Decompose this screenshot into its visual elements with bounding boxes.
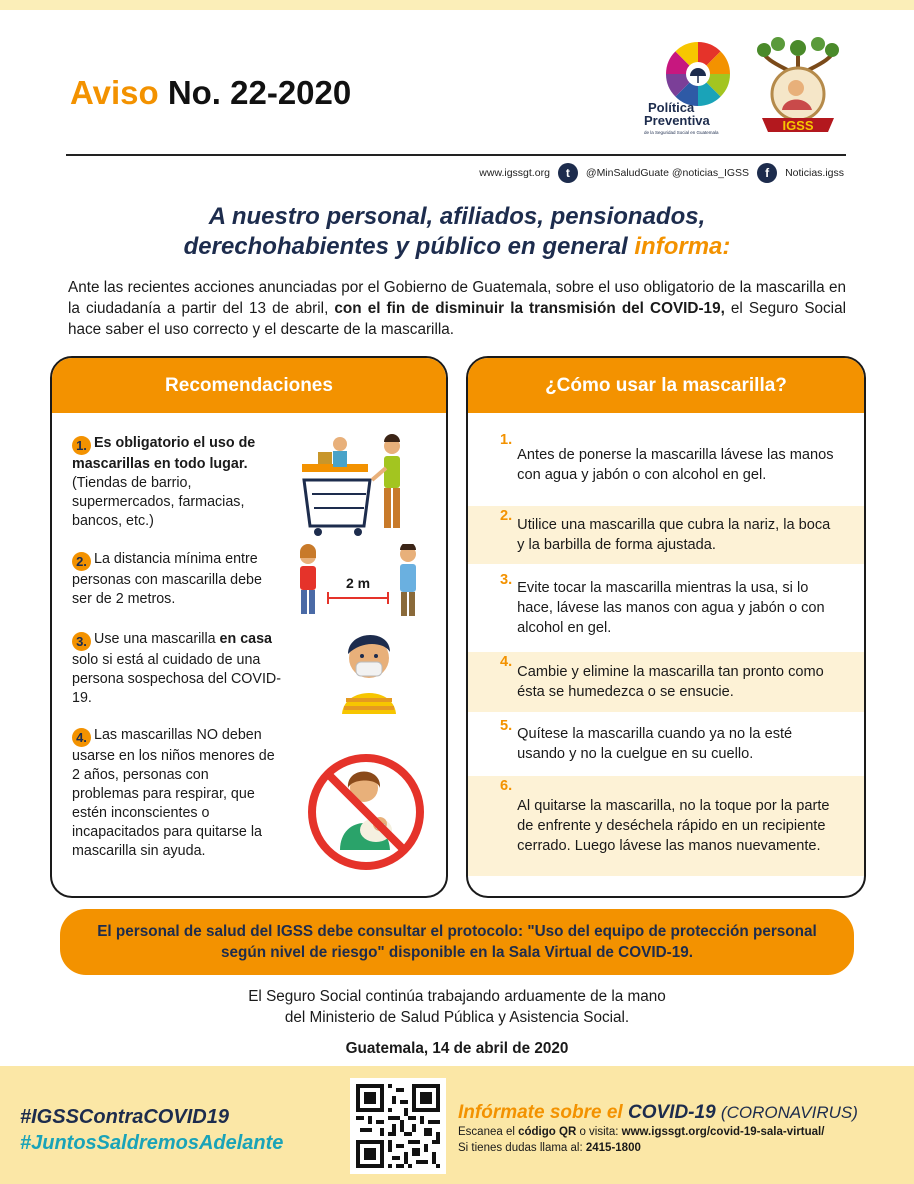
step-2-num: 2. (500, 508, 513, 524)
no-mask-children-illustration (306, 752, 426, 872)
intro-bold: con el fin de disminuir la transmisión del COVID-19, (334, 300, 725, 317)
facebook-page[interactable]: Noticias.igss (785, 167, 844, 179)
recommendation-item-1 (72, 434, 292, 531)
step-2 (468, 506, 864, 564)
info-head-a: Infórmate sobre el (458, 1102, 628, 1123)
headline (0, 202, 914, 262)
step-6-text: Al quitarse la mascarilla, no la toque por la parte de enfrente y deséchela rápido en un recipiente cerrado. Luego lávese las manos nuevamente. (517, 798, 830, 854)
qr-code[interactable] (350, 1078, 446, 1174)
logo-pp-line1: Política (648, 100, 695, 115)
rec-3-pre: Use una mascarilla (94, 631, 220, 647)
footer-info-heading (458, 1102, 908, 1124)
step-1-text: Antes de ponerse la mascarilla lávese las manos con agua y jabón o con alcohol en gel. (517, 447, 834, 483)
headline-informa: informa: (634, 233, 731, 260)
twitter-icon: t (558, 163, 578, 183)
dateline: Guatemala, 14 de abril de 2020 (345, 1040, 569, 1057)
scan-qr: código QR (518, 1126, 577, 1138)
headline-line2: derechohabientes y público en general (183, 233, 635, 260)
social-links (479, 163, 844, 183)
how-to-use-title: ¿Cómo usar la mascarilla? (468, 358, 864, 413)
rec-3-bold: en casa (219, 631, 273, 647)
rec-3-text: solo si está al cuidado de una persona sospechosa del COVID-19. (72, 652, 282, 706)
phone-number[interactable]: 2415-1800 (585, 1142, 641, 1154)
rec-num-3: 3. (72, 632, 91, 651)
distance-illustration (294, 544, 424, 624)
headline-line1: A nuestro personal, afiliados, pensionados, (208, 203, 706, 230)
step-3-text: Evite tocar la mascarilla mientras la usa, si lo hace, lávese las manos con agua y jabón o con alcohol en gel. (517, 580, 825, 636)
phone-line (458, 1140, 908, 1156)
info-head-coronavirus: (CORONAVIRUS) (720, 1103, 858, 1122)
recommendations-panel (50, 356, 448, 898)
protocol-banner-text: El personal de salud del IGSS debe consultar el protocolo: "Uso del equipo de protección personal según nivel de riesgo" disponible en la Sala Virtual de COVID-19. (97, 923, 817, 961)
closing-line2: del Ministerio de Salud Pública y Asistencia Social. (284, 1009, 630, 1026)
qr-code-icon (356, 1084, 440, 1168)
how-to-use-panel (466, 356, 866, 898)
recommendations-title: Recomendaciones (52, 358, 446, 413)
step-3-num: 3. (500, 572, 513, 588)
store-illustration (300, 434, 420, 538)
step-6-num: 6. (500, 778, 513, 794)
info-head-covid: COVID-19 (628, 1102, 716, 1123)
recommendation-item-4 (72, 726, 277, 861)
recommendation-item-2 (72, 550, 272, 609)
logo-pp-sub: de la Seguridad Social en Guatemala (644, 130, 719, 135)
title-prefix: Aviso (70, 74, 159, 111)
footer-info (458, 1102, 908, 1156)
step-1 (468, 430, 864, 500)
phone-a: Si tienes dudas llama al: (458, 1142, 586, 1154)
rec-4-text: Las mascarillas NO deben usarse en los niños menores de 2 años, personas con problemas para respirar, que estén inconscientes o incapacitados para quitarse la mascarilla sin ayuda. (72, 727, 275, 859)
intro-paragraph (68, 277, 846, 340)
scan-line (458, 1124, 908, 1140)
closing-text (0, 986, 914, 1028)
politica-preventiva-logo (640, 38, 744, 138)
page-title (70, 74, 351, 112)
sala-virtual-link[interactable]: www.igssgt.org/covid-19-sala-virtual/ (621, 1126, 825, 1138)
intro-part1: Ante las recientes acciones anunciadas por el Gobierno de Guatemala, sobre el uso obligatorio de la mascarilla en la ciudadanía a partir del 13 de abril, (68, 279, 846, 317)
rec-1-bold: Es obligatorio el uso de mascarillas en todo lugar. (72, 435, 256, 472)
step-4-num: 4. (500, 654, 513, 670)
masked-person-illustration (334, 624, 404, 714)
igss-logo (752, 36, 844, 140)
step-2-text: Utilice una mascarilla que cubra la nariz, la boca y la barbilla de forma ajustada. (517, 517, 831, 553)
rec-2-text: La distancia mínima entre personas con mascarilla debe ser de 2 metros. (72, 551, 262, 607)
protocol-banner (60, 909, 854, 975)
facebook-icon: f (757, 163, 777, 183)
closing-line1: El Seguro Social continúa trabajando arduamente de la mano (248, 988, 666, 1005)
step-3 (468, 570, 864, 646)
scan-c: o visita: (576, 1126, 622, 1138)
logo-igss-text: IGSS (782, 118, 814, 133)
step-1-num: 1. (500, 432, 513, 448)
step-5-num: 5. (500, 718, 513, 734)
step-5-text: Quítese la mascarilla cuando ya no la esté usando y no la cuelgue en su cuello. (517, 726, 793, 762)
website-link[interactable]: www.igssgt.org (479, 167, 550, 179)
twitter-handles[interactable]: @MinSaludGuate @noticias_IGSS (585, 167, 750, 179)
rec-num-4: 4. (72, 728, 91, 747)
hashtag-2: #JuntosSaldremosAdelante (20, 1132, 284, 1154)
hashtag-1: #IGSSContraCOVID19 (20, 1106, 229, 1128)
intro-part2: el Seguro Social hace saber el uso correcto y el descarte de la mascarilla. (68, 300, 846, 338)
step-5 (468, 716, 864, 772)
hashtags (20, 1104, 283, 1156)
logo-pp-line2: Preventiva (644, 113, 710, 128)
top-band (0, 0, 914, 10)
rec-1-text: (Tiendas de barrio, supermercados, farmacias, bancos, etc.) (72, 475, 245, 529)
rec-num-2: 2. (72, 552, 91, 571)
recommendation-item-3 (72, 630, 282, 708)
title-number: No. 22-2020 (167, 74, 352, 111)
step-4-text: Cambie y elimine la mascarilla tan pronto como ésta se humedezca o se ensucie. (517, 664, 824, 700)
step-6 (468, 776, 864, 876)
rec-num-1: 1. (72, 436, 91, 455)
step-4 (468, 652, 864, 712)
footer (0, 1066, 914, 1184)
distance-label: 2 m (345, 575, 371, 591)
header-divider (66, 154, 846, 156)
scan-a: Escanea el (458, 1126, 519, 1138)
